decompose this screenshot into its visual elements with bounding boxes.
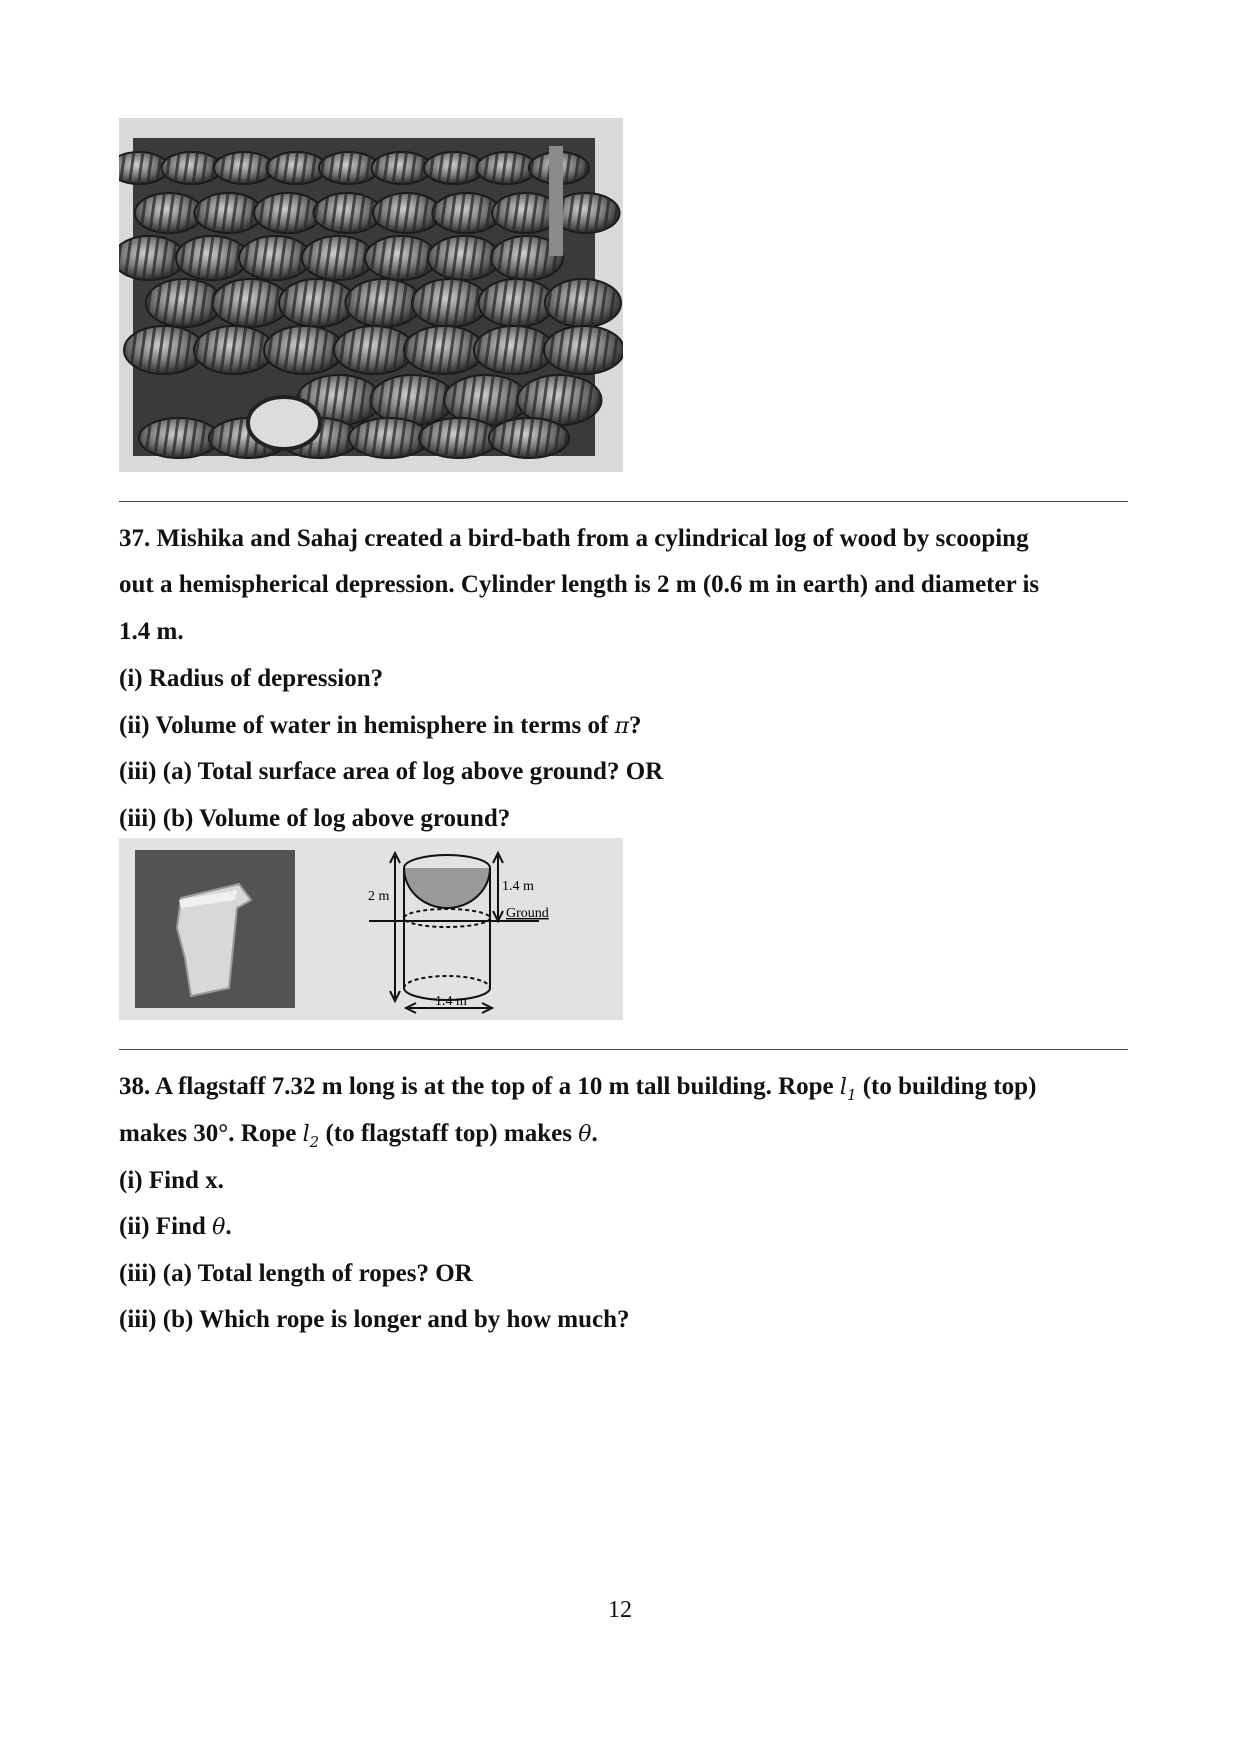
birdbath-figure-drawing [119, 838, 623, 1020]
q37-part-ii-end: ? [629, 712, 642, 739]
q38-text-1b: (to building top) [856, 1073, 1037, 1100]
q37-line-3: 1.4 m. [119, 618, 184, 645]
watermelon-stripes [424, 152, 484, 184]
q37-line-2: out a hemispherical depression. Cylinder length is 2 m (0.6 m in earth) and diameter is [119, 571, 1040, 598]
watermelon-stripes [428, 236, 500, 280]
watermelon-stripes [213, 279, 289, 327]
theta-symbol: θ [578, 1122, 592, 1147]
watermelon-stripes [474, 326, 554, 374]
watermelon-stripes [372, 152, 432, 184]
watermelon-stripes [477, 152, 537, 184]
divider-1 [119, 501, 1128, 502]
watermelon-stripes [544, 326, 623, 374]
watermelon-stripes [254, 193, 322, 233]
watermelon-stripes [264, 326, 344, 374]
watermelon-stripes [489, 418, 569, 458]
q37-part-ii [119, 711, 1129, 742]
q37-number: 37. [119, 525, 151, 552]
watermelon-stripes [314, 193, 382, 233]
rope-l1-subscript: 1 [846, 1086, 857, 1104]
q38-text-1a: A flagstaff 7.32 m long is at the top of a 10 m tall building. Rope [155, 1073, 840, 1100]
watermelon-stripes [176, 236, 248, 280]
rope-l1-symbol: l [839, 1075, 847, 1100]
watermelon-stripes [419, 418, 499, 458]
q38-line-1 [119, 1072, 1129, 1110]
q38-text-2-end: . [591, 1120, 598, 1147]
divider-2 [119, 1049, 1128, 1050]
q37-text-1: Mishika and Sahaj created a bird-bath from a cylindrical log of wood by scooping [156, 525, 1029, 552]
q38-part-i: (i) Find x. [119, 1167, 224, 1194]
watermelon-stripes [365, 236, 437, 280]
q38-text-2b: (to flagstaff top) makes [319, 1120, 579, 1147]
q38-part-ii-text: (ii) Find [119, 1213, 213, 1240]
q37-part-iii-a: (iii) (a) Total surface area of log above ground? OR [119, 758, 664, 785]
watermelon-photo [119, 118, 623, 472]
q38-text-2a: makes 30°. Rope [119, 1120, 303, 1147]
depth-label: 1.4 m [502, 879, 534, 894]
q37-line-1 [119, 524, 1129, 554]
rope-l2-subscript: 2 [309, 1133, 320, 1151]
watermelon-stripes [334, 326, 414, 374]
page-number: 12 [608, 1597, 632, 1623]
q38-line-2 [119, 1119, 1129, 1157]
q37-part-ii-text: (ii) Volume of water in hemisphere in terms of [119, 712, 615, 739]
q38-part-ii-end: . [225, 1213, 232, 1240]
ground-label: Ground [506, 906, 549, 921]
watermelon-stripes [346, 279, 422, 327]
watermelon-stripes [146, 279, 222, 327]
watermelon-stripes [545, 279, 621, 327]
watermelon-stripes [162, 152, 222, 184]
cylinder-diagram [369, 853, 539, 1013]
watermelon-stripes [195, 193, 263, 233]
watermelon-stripes [135, 193, 203, 233]
birdbath-figure [119, 838, 623, 1020]
watermelon-stripes [412, 279, 488, 327]
diameter-label: 1.4 m [435, 994, 467, 1009]
watermelon-stripes [267, 152, 327, 184]
watermelon-stripes [124, 326, 204, 374]
q37-part-i: (i) Radius of depression? [119, 665, 384, 692]
q38-part-iii-a: (iii) (a) Total length of ropes? OR [119, 1260, 473, 1287]
height-label: 2 m [368, 889, 390, 904]
watermelon-stripes [319, 152, 379, 184]
watermelon-stripes [214, 152, 274, 184]
watermelon-stripes [373, 193, 441, 233]
q37-part-iii-b: (iii) (b) Volume of log above ground? [119, 805, 511, 832]
watermelon-stripes [433, 193, 501, 233]
watermelon-photo-drawing [119, 118, 623, 472]
watermelon-stripes [302, 236, 374, 280]
pi-symbol: π [614, 714, 630, 739]
watermelon-stripes [349, 418, 429, 458]
q38-number: 38. [119, 1073, 151, 1100]
q38-part-iii-b: (iii) (b) Which rope is longer and by how much? [119, 1306, 630, 1333]
watermelon-stripes [139, 418, 219, 458]
watermelon-stripes [239, 236, 311, 280]
watermelon-stripes [194, 326, 274, 374]
birdbath-photo [135, 850, 295, 1008]
theta-symbol-2: θ [212, 1215, 226, 1240]
q38-part-ii [119, 1212, 1129, 1243]
rope-l2-symbol: l [302, 1122, 310, 1147]
watermelon-stripes [479, 279, 555, 327]
watermelon-stripes [279, 279, 355, 327]
watermelon-stripes [404, 326, 484, 374]
